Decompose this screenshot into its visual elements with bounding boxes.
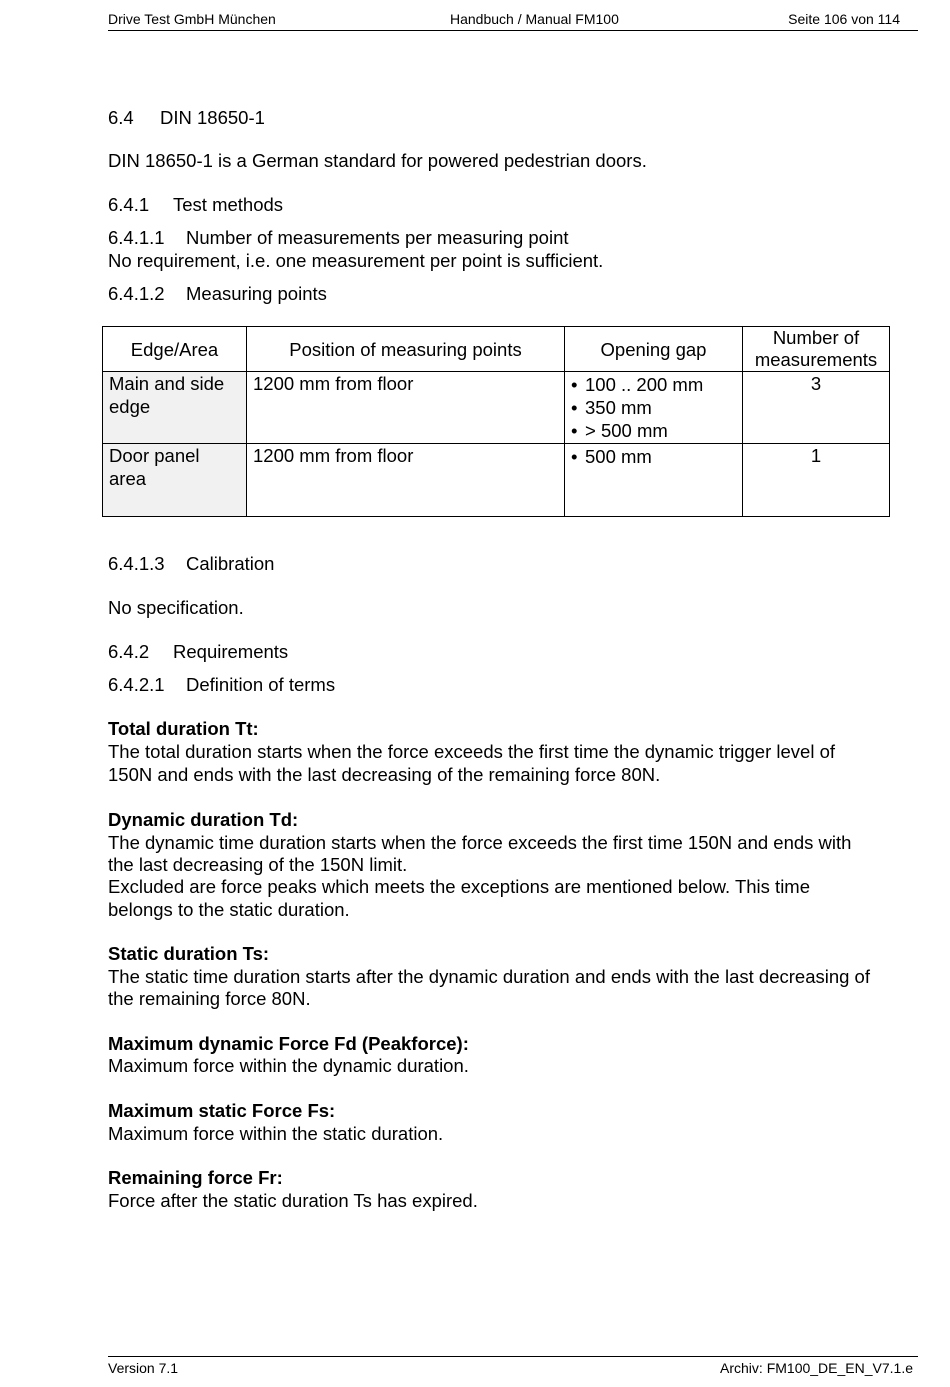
term-title: Total duration Tt:	[108, 718, 259, 739]
section-number: 6.4.1	[108, 194, 150, 215]
footer-archive: Archiv: FM100_DE_EN_V7.1.e	[720, 1360, 913, 1376]
header-company: Drive Test GmbH München	[108, 11, 276, 27]
cell-text-line: Door panel	[109, 445, 200, 466]
cell-count: 1	[743, 444, 890, 517]
section-number: 6.4	[108, 107, 134, 128]
gap-bullet-list	[571, 372, 736, 442]
section-title: Requirements	[173, 641, 289, 662]
term-text-line: Maximum force within the static duration.	[108, 1123, 444, 1144]
cell-text-line: edge	[109, 396, 151, 417]
table-header-row	[103, 327, 890, 372]
section-number: 6.4.2	[108, 641, 150, 662]
header-page-number: Seite 106 von 114	[788, 11, 900, 27]
section-6-4-1-3-heading	[108, 552, 274, 575]
gap-bullet-item: • 500 mm	[571, 445, 736, 468]
cell-edge-area	[103, 444, 247, 517]
cell-position: 1200 mm from floor	[247, 372, 565, 444]
gap-bullet-item: • > 500 mm	[571, 419, 736, 442]
term-text-line: 150N and ends with the last decreasing of the remaining force 80N.	[108, 764, 661, 785]
cell-text-line: Main and side	[109, 373, 225, 394]
table-row	[103, 372, 890, 444]
footer-version: Version 7.1	[108, 1360, 179, 1376]
section-6-4-heading	[108, 106, 265, 129]
term-text-line: The static time duration starts after the dynamic duration and ends with the last decreasing of	[108, 966, 870, 987]
header-count-line-2: measurements	[754, 349, 878, 370]
term-text-line: belongs to the static duration.	[108, 899, 350, 920]
section-number: 6.4.1.1	[108, 227, 165, 248]
term-title: Maximum dynamic Force Fd (Peakforce):	[108, 1033, 469, 1054]
header-rule	[108, 30, 918, 31]
header-opening-gap: Opening gap	[565, 327, 743, 372]
term-text-line: Maximum force within the dynamic duration.	[108, 1055, 469, 1076]
term-text-line: the remaining force 80N.	[108, 988, 311, 1009]
section-6-4-1-2-heading	[108, 282, 327, 305]
header-manual-title: Handbuch / Manual FM100	[450, 11, 619, 27]
term-title: Remaining force Fr:	[108, 1167, 283, 1188]
section-6-4-1-1-heading	[108, 226, 569, 249]
cell-count: 3	[743, 372, 890, 444]
section-6-4-2-1-heading	[108, 673, 335, 696]
term-text-line: the last decreasing of the 150N limit.	[108, 854, 408, 875]
section-title: DIN 18650-1	[160, 107, 265, 128]
cell-edge-area	[103, 372, 247, 444]
header-position: Position of measuring points	[247, 327, 565, 372]
section-title: Definition of terms	[186, 674, 336, 695]
gap-bullet-item: • 100 .. 200 mm	[571, 373, 736, 396]
header-edge-area: Edge/Area	[103, 327, 247, 372]
term-text-line: The dynamic time duration starts when the force exceeds the first time 150N and ends with	[108, 832, 852, 853]
section-title: Calibration	[186, 553, 275, 574]
section-6-4-1-3-body: No specification.	[108, 597, 244, 618]
section-title: Test methods	[173, 194, 284, 215]
cell-opening-gap	[565, 372, 743, 444]
gap-bullet-list	[571, 444, 736, 468]
cell-position: 1200 mm from floor	[247, 444, 565, 517]
section-title: Number of measurements per measuring point	[186, 227, 569, 248]
footer-rule	[108, 1356, 918, 1357]
gap-bullet-item: • 350 mm	[571, 396, 736, 419]
term-title: Static duration Ts:	[108, 943, 270, 964]
measuring-points-table	[102, 326, 890, 517]
section-number: 6.4.2.1	[108, 674, 165, 695]
section-6-4-1-1-body: No requirement, i.e. one measurement per point is sufficient.	[108, 250, 604, 271]
intro-paragraph: DIN 18650-1 is a German standard for powered pedestrian doors.	[108, 150, 647, 171]
term-text-line: Force after the static duration Ts has expired.	[108, 1190, 478, 1211]
header-number-of-measurements	[743, 327, 890, 372]
section-6-4-1-heading	[108, 193, 283, 216]
section-6-4-2-heading	[108, 640, 288, 663]
cell-opening-gap	[565, 444, 743, 517]
term-title: Maximum static Force Fs:	[108, 1100, 336, 1121]
term-text-line: Excluded are force peaks which meets the exceptions are mentioned below. This time	[108, 876, 811, 897]
term-text-line: The total duration starts when the force exceeds the first time the dynamic trigger level of	[108, 741, 835, 762]
header-count-line-1: Number of	[772, 327, 860, 348]
cell-text-line: area	[109, 468, 147, 489]
section-number: 6.4.1.2	[108, 283, 165, 304]
section-number: 6.4.1.3	[108, 553, 165, 574]
section-title: Measuring points	[186, 283, 327, 304]
table-row	[103, 444, 890, 517]
term-title: Dynamic duration Td:	[108, 809, 299, 830]
